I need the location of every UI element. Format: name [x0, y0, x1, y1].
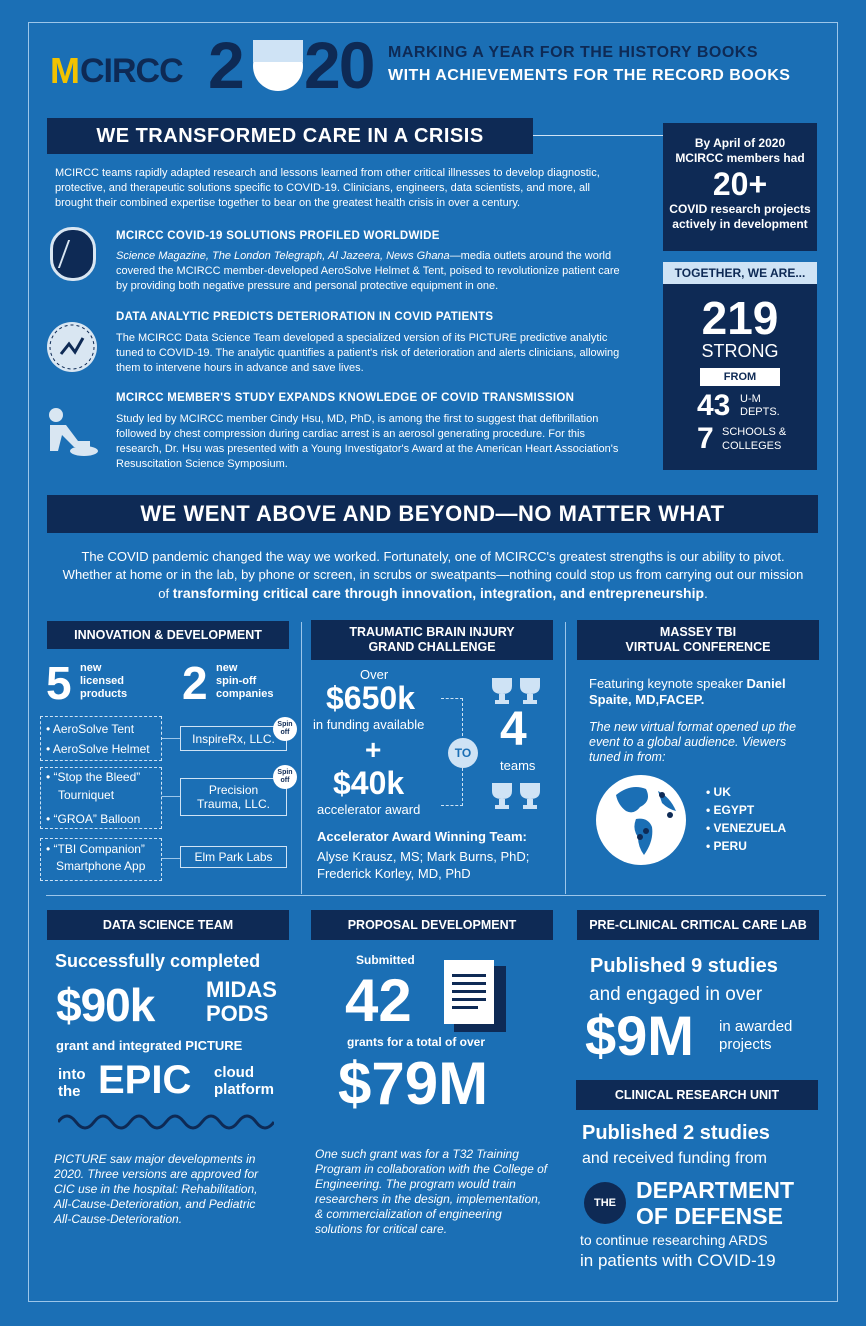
svg-text:20: 20	[304, 30, 374, 100]
tbi-amount-1: $650k	[326, 680, 415, 716]
crisis-item-3-title: MCIRCC MEMBER'S STUDY EXPANDS KNOWLEDGE OF COVID TRANSMISSION	[116, 392, 575, 404]
crisis-item-1-title: MCIRCC COVID-19 SOLUTIONS PROFILED WORLDWIDE	[116, 230, 440, 242]
data-science-title: DATA SCIENCE TEAM	[47, 910, 289, 940]
ds-epic: EPIC	[98, 1058, 192, 1102]
logo-m: M	[50, 50, 78, 91]
tbi-over: Over	[360, 667, 389, 682]
logo-text: CIRCC	[80, 52, 183, 90]
proposal-title: PROPOSAL DEVELOPMENT	[311, 910, 553, 940]
ds-line1: Successfully completed	[55, 951, 261, 971]
spinoff-number: 2	[182, 657, 208, 709]
tbi-funding: in funding available	[313, 717, 425, 732]
schools-number: 7	[697, 422, 714, 455]
depts-label-2: DEPTS.	[740, 406, 780, 418]
proposal-note: One such grant was for a T32 Training Program in collaboration with the College of Engineering. The program would train researchers in the design, implementation, & commercialization of engineering solutions for critical care.	[315, 1147, 548, 1236]
spin-off-badge-1: Spin off	[273, 717, 297, 741]
crisis-title: WE TRANSFORMED CARE IN A CRISIS	[47, 118, 533, 154]
dna-graphic	[58, 1110, 274, 1134]
globe-icon	[596, 775, 686, 865]
tbi-winning: Accelerator Award Winning Team:	[317, 829, 527, 844]
clinical-published: Published 2 studies	[582, 1122, 770, 1144]
helmet-icon	[50, 227, 96, 281]
massey-virtual: The new virtual format opened up the event to a global audience. Viewers tuned in from:	[589, 720, 797, 764]
innovation-title: INNOVATION & DEVELOPMENT	[47, 621, 289, 649]
product-5: • “TBI Companion”	[46, 842, 145, 856]
tbi-accel: accelerator award	[317, 802, 421, 817]
clinical-title: CLINICAL RESEARCH UNIT	[576, 1080, 818, 1110]
schools-label-2: COLLEGES	[722, 440, 782, 452]
year-2020-graphic	[208, 30, 378, 100]
ds-amount: $90k	[56, 979, 155, 1031]
svg-text:2: 2	[208, 30, 243, 100]
depts-number: 43	[697, 389, 731, 422]
preclinical-awarded: in awarded projects	[719, 1018, 793, 1053]
proposal-grants: grants for a total of over	[347, 1035, 486, 1049]
tbi-names: Alyse Krausz, MS; Mark Burns, PhD; Frederick Korley, MD, PhD	[317, 849, 530, 881]
beyond-title: WE WENT ABOVE AND BEYOND—NO MATTER WHAT	[47, 495, 818, 533]
product-5b: Smartphone App	[56, 859, 146, 873]
clinical-continue-1: to continue researching ARDS	[580, 1232, 768, 1248]
company-precision-trauma: Precision Trauma, LLC.	[180, 778, 287, 816]
product-3: • “Stop the Bleed”	[46, 770, 141, 784]
licensed-label: new licensed products	[80, 662, 128, 700]
product-3b: Tourniquet	[58, 788, 115, 802]
proposal-total: $79M	[338, 1050, 489, 1117]
ds-into-the: into the	[58, 1066, 86, 1100]
crisis-item-3-body: Study led by MCIRCC member Cindy Hsu, MD, PhD, is among the first to suggest that defibrillation followed by chest compression during cardiac arrest is an aerosol generating procedure. For this research, Dr. Hsu was presented with a Young Investigator's Award at the American Heart Association's Resuscitation Science Symposium.	[116, 413, 619, 470]
massey-featuring: Featuring keynote speaker Daniel Spaite, MD,FACEP.	[589, 676, 786, 707]
proposal-submitted: Submitted	[356, 953, 415, 967]
crisis-item-2-title: DATA ANALYTIC PREDICTS DETERIORATION IN COVID PATIENTS	[116, 311, 494, 323]
clinical-dod: DEPARTMENT OF DEFENSE	[636, 1177, 795, 1229]
tbi-amount-2: $40k	[333, 765, 405, 801]
crisis-intro: MCIRCC teams rapidly adapted research and lessons learned from other critical illnesses to develop diagnostic, protective, and therapeutic solutions specific to COVID-19. Clinicians, engineers, data scientists, and more, all brought their combined expertise together to bear on the greatest health crisis in over a century.	[55, 167, 600, 209]
massey-countries: • UK • EGYPT • VENEZUELA • PERU	[706, 785, 787, 853]
spin-off-badge-2: Spin off	[273, 765, 297, 789]
tbi-teams: teams	[500, 758, 536, 773]
spinoff-label: new spin-off companies	[216, 662, 274, 700]
ds-midas-pods: MIDAS PODS	[206, 977, 277, 1026]
april-box: By April of 2020 MCIRCC members had 20+ COVID research projects actively in development	[663, 123, 817, 251]
preclinical-amount: $9M	[585, 1004, 694, 1067]
crisis-item-2-body: The MCIRCC Data Science Team developed a specialized version of its PICTURE predictive analytic tuned to COVID-19. The analytic quantifies a patient's risk of deterioration and alerts clinicians, allowing them to intervene hours in advance and save lives.	[116, 332, 620, 374]
tbi-teams-number: 4	[500, 703, 527, 756]
tagline-2: WITH ACHIEVEMENTS FOR THE RECORD BOOKS	[388, 67, 791, 84]
product-4: • “GROA” Balloon	[46, 812, 141, 826]
tbi-plus: +	[365, 734, 382, 765]
licensed-number: 5	[46, 657, 72, 709]
preclinical-title: PRE-CLINICAL CRITICAL CARE LAB	[577, 910, 819, 940]
company-inspirerx: InspireRx, LLC.	[180, 726, 287, 751]
ds-line2: grant and integrated PICTURE	[56, 1038, 243, 1053]
company-elm-park: Elm Park Labs	[180, 846, 287, 868]
analytics-icon	[47, 322, 97, 372]
schools-label-1: SCHOOLS &	[722, 426, 787, 438]
together-box: TOGETHER, WE ARE... 219 STRONG FROM	[663, 262, 817, 470]
preclinical-published: Published 9 studies	[590, 955, 778, 977]
trophy-icons-bottom	[488, 781, 548, 811]
product-1: • AeroSolve Tent	[46, 722, 135, 736]
clinical-the-badge: THE	[584, 1182, 626, 1224]
tagline-1: MARKING A YEAR FOR THE HISTORY BOOKS	[388, 44, 759, 61]
chart-line-icon	[47, 322, 97, 372]
cpr-icon	[44, 405, 100, 457]
clinical-continue-2: in patients with COVID-19	[580, 1251, 776, 1270]
year-title	[208, 30, 378, 112]
preclinical-engaged: and engaged in over	[589, 984, 763, 1005]
crisis-item-1-body: Science Magazine, The London Telegraph, Al Jazeera, News Ghana—media outlets around the world covered the MCIRCC member-developed AeroSolve Helmet & Tent, poised to revolutionize patient care by providing both negative pressure and personal protective equipment in one.	[116, 250, 620, 292]
clinical-received: and received funding from	[582, 1150, 767, 1167]
depts-label-1: U-M	[740, 393, 761, 405]
ds-cloud-platform: cloud platform	[214, 1064, 274, 1098]
ds-note: PICTURE saw major developments in 2020. Three versions are approved for CIC use in the hospital: Rehabilitation, All-Cause-Deterioration, and Pediatric All-Cause-Deterioration.	[54, 1152, 259, 1226]
proposal-number: 42	[345, 967, 412, 1034]
tbi-to-badge: TO	[448, 738, 478, 768]
massey-title: MASSEY TBI VIRTUAL CONFERENCE	[577, 620, 819, 660]
beyond-text: The COVID pandemic changed the way we worked. Fortunately, one of MCIRCC's greatest strengths is our ability to pivot. Whether at home or in the lab, by phone or screen, in scrubs or sweatpants—nothing could stop us from carrying out our mission of transforming critical care through innovation, integration, and entrepreneurship.	[62, 549, 804, 601]
document-icon	[444, 960, 506, 1032]
product-2: • AeroSolve Helmet	[46, 742, 150, 756]
tbi-title: TRAUMATIC BRAIN INJURY GRAND CHALLENGE	[311, 620, 553, 660]
